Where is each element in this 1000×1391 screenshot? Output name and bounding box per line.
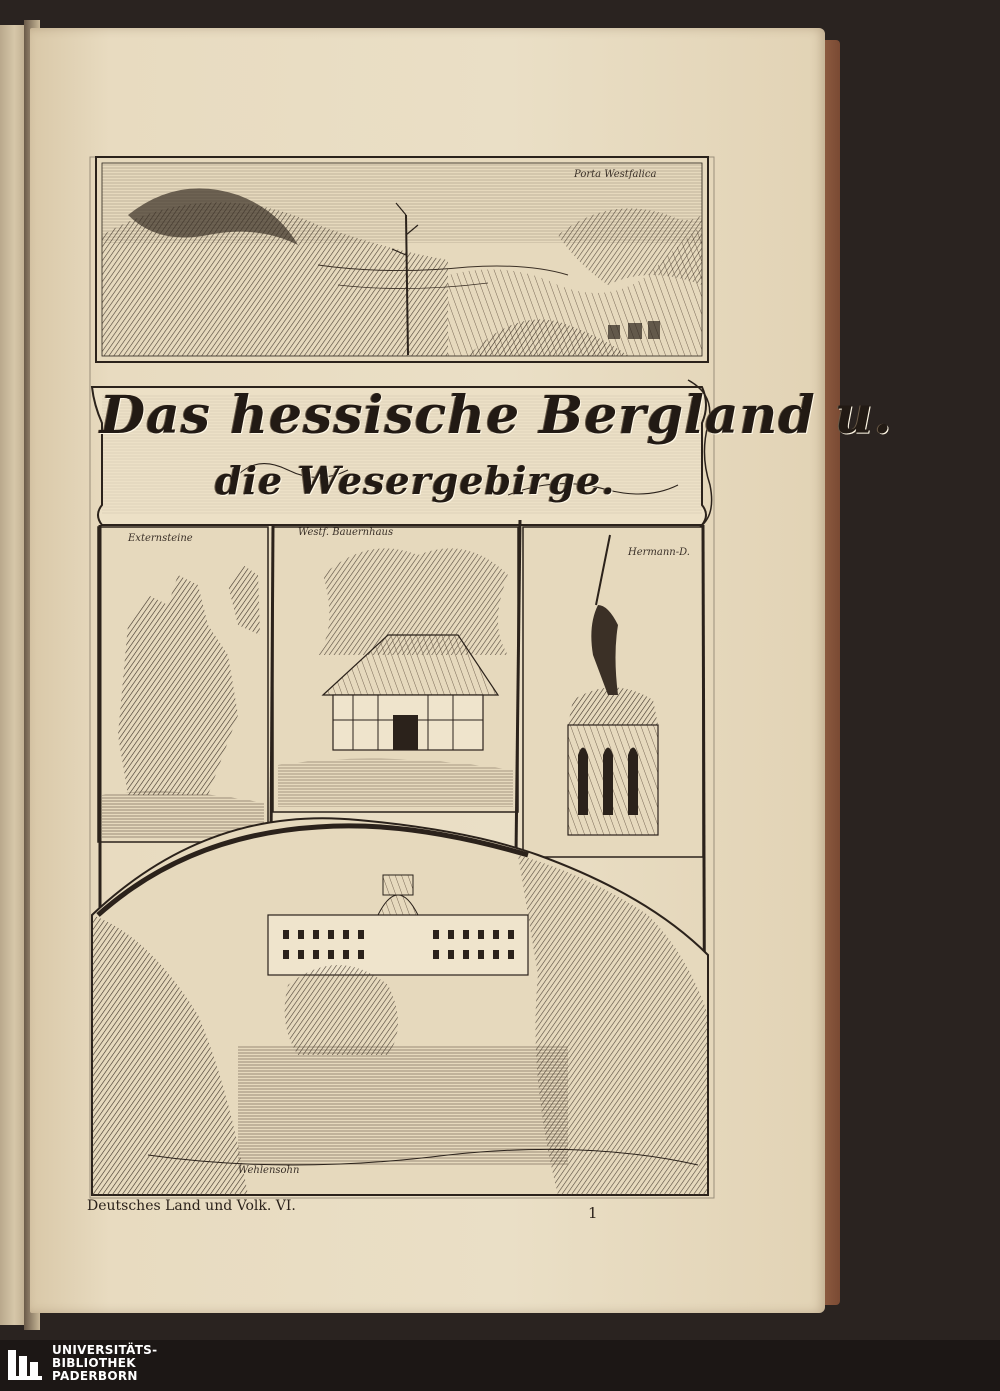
schloss-vignette bbox=[92, 818, 708, 1195]
hermann-label: Hermann-D. bbox=[628, 547, 690, 558]
title-line-1: Das hessische Bergland u. bbox=[100, 385, 893, 446]
artist-signature: Wehlensohn bbox=[238, 1165, 300, 1176]
library-branding-bar bbox=[0, 1340, 1000, 1391]
title-line-2: die Wesergebirge. bbox=[215, 458, 616, 503]
running-footer: Deutsches Land und Volk. VI. bbox=[87, 1198, 296, 1214]
externsteine-vignette bbox=[98, 527, 268, 842]
porta-westfalica-vignette bbox=[96, 157, 708, 362]
library-logo-icon bbox=[6, 1348, 46, 1382]
library-name-line-1: UNIVERSITÄTS- bbox=[52, 1343, 158, 1357]
bauernhaus-label: Westf. Bauernhaus bbox=[298, 527, 394, 538]
hermannsdenkmal-vignette bbox=[523, 527, 703, 857]
library-name-line-2: BIBLIOTHEK bbox=[52, 1356, 136, 1370]
library-name-line-3: PADERBORN bbox=[52, 1369, 138, 1383]
porta-label: Porta Westfalica bbox=[574, 169, 657, 180]
page-number: 1 bbox=[588, 1204, 598, 1222]
title-engraving bbox=[88, 155, 716, 1200]
bauernhaus-vignette bbox=[273, 527, 518, 812]
library-name bbox=[52, 1344, 157, 1383]
facing-page-edge bbox=[0, 25, 24, 1325]
externsteine-label: Externsteine bbox=[128, 533, 193, 544]
